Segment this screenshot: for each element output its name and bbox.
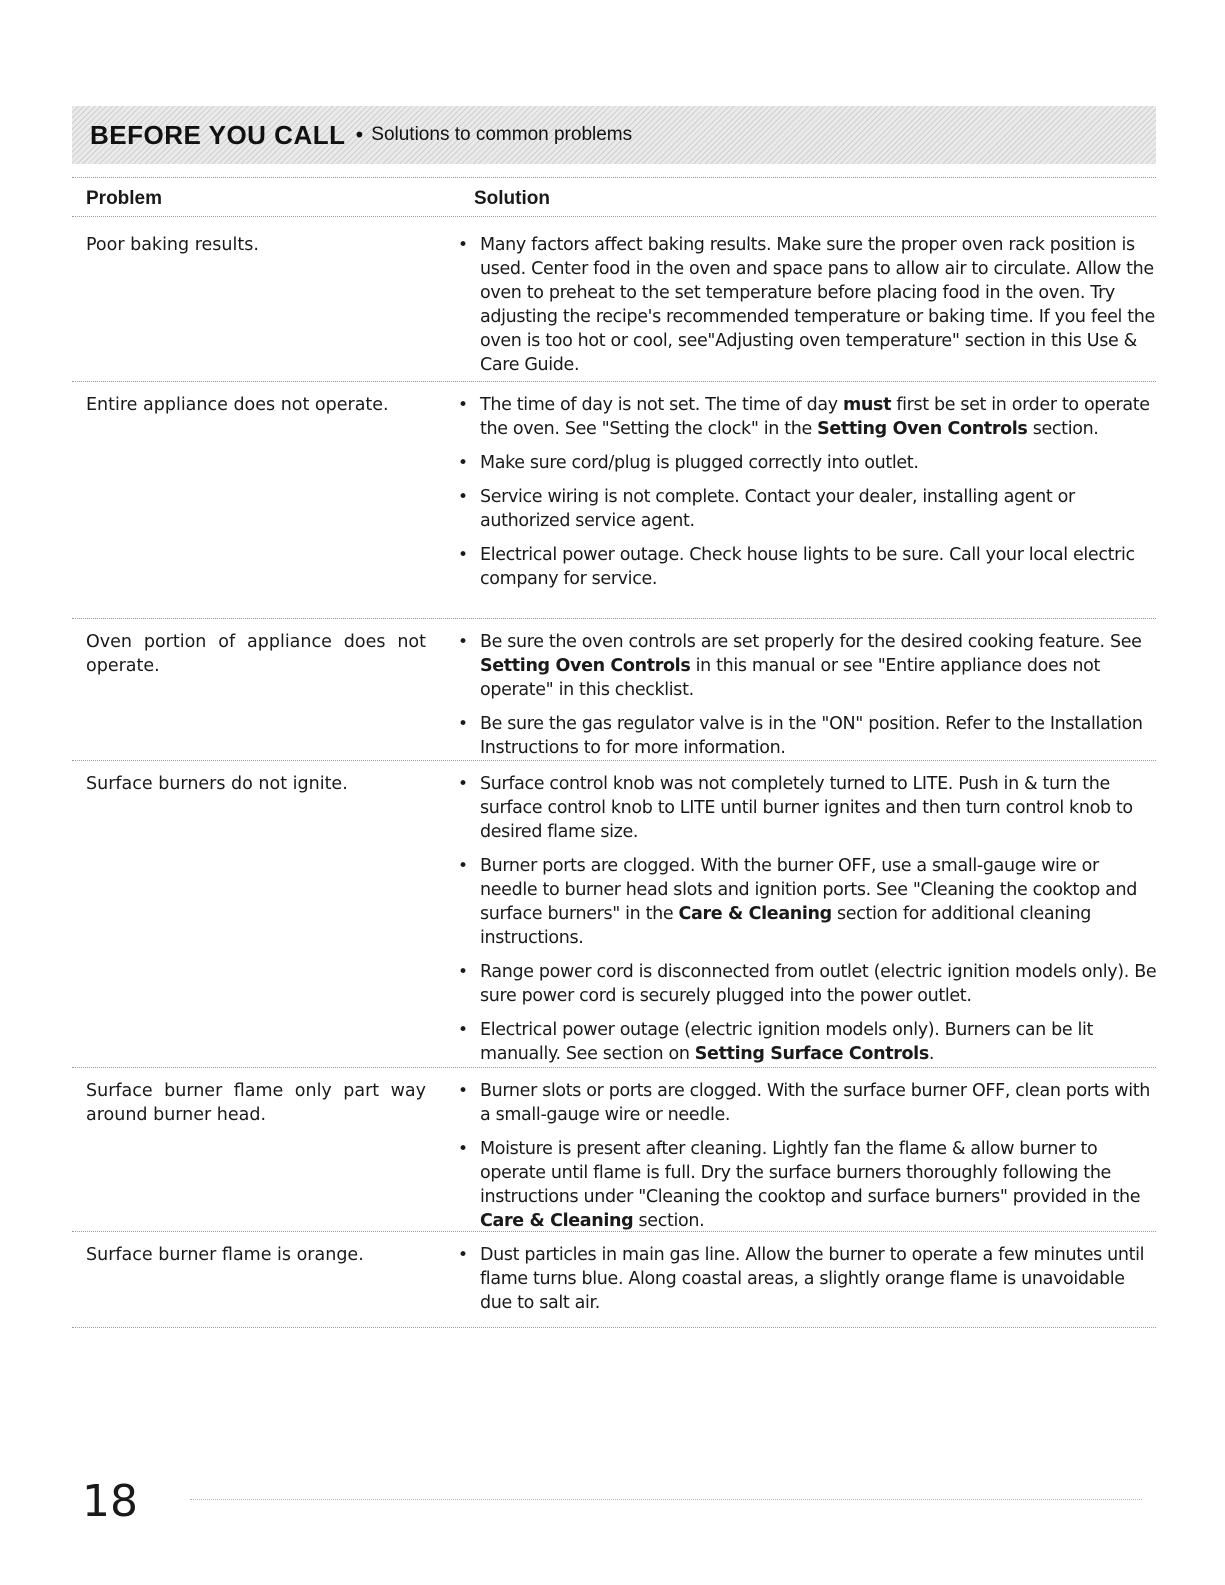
solution-list (458, 1079, 1158, 1243)
solution-item (458, 393, 1158, 441)
problem-text: Oven portion of appliance does not operate. (86, 632, 426, 676)
solution-emphasis: Setting Oven Controls (480, 656, 691, 676)
solution-text: Surface control knob was not completely turned to LITE. Push in & turn the surface control knob to LITE until burner ignites and then turn control knob to desired flame size. (480, 774, 1133, 842)
solution-text: Service wiring is not complete. Contact your dealer, installing agent or authorized service agent. (480, 487, 1075, 531)
problem-text: Surface burners do not ignite. (86, 774, 348, 794)
row-divider (72, 1067, 1156, 1068)
solution-text: The time of day is not set. The time of day (480, 395, 844, 415)
banner-separator: • (353, 123, 366, 147)
solution-emphasis: Care & Cleaning (480, 1211, 634, 1231)
solution-emphasis: must (843, 395, 892, 415)
banner-subtitle: Solutions to common problems (371, 124, 633, 145)
solution-item (458, 854, 1158, 950)
section-banner (72, 106, 1156, 164)
solution-text: Electrical power outage. Check house lights to be sure. Call your local electric company for service. (480, 545, 1135, 589)
solution-item (458, 772, 1158, 844)
solution-text: section. (633, 1211, 705, 1231)
solution-item (458, 485, 1158, 533)
solution-text: Many factors affect baking results. Make sure the proper oven rack position is used. Center food in the oven and space pans to allow air to circulate. Allow the oven to preheat to the set temperature before placing food in the oven. Try adjusting the recipe's recommended temperature or baking time. If you feel the oven is too hot or cool, see"Adjusting oven temperature" section in this Use & Care Guide. (480, 235, 1155, 375)
solution-list (458, 233, 1158, 387)
solution-text: first be set in order to operate the oven. See "Setting the clock" in the (480, 395, 1150, 439)
solution-item (458, 630, 1158, 702)
solution-item (458, 543, 1158, 591)
row-divider (72, 1327, 1156, 1328)
problem-column-header: Problem (86, 188, 163, 209)
solution-list (458, 393, 1158, 601)
banner-title: BEFORE YOU CALL (90, 119, 346, 150)
solution-list (458, 1243, 1158, 1325)
solution-text: in this manual or see "Entire appliance does not operate" in this checklist. (480, 656, 1101, 700)
solution-text: Be sure the gas regulator valve is in the "ON" position. Refer to the Installation Instructions to for more information. (480, 714, 1143, 758)
solution-item (458, 1137, 1158, 1233)
solution-text: . (928, 1044, 935, 1064)
footer-rule (190, 1499, 1142, 1500)
solution-column-header: Solution (474, 188, 550, 209)
solution-emphasis: Care & Cleaning (678, 904, 832, 924)
table-header (72, 184, 1156, 214)
solution-item (458, 1018, 1158, 1066)
solution-emphasis: Setting Oven Controls (817, 419, 1028, 439)
solution-text: Dust particles in main gas line. Allow the burner to operate a few minutes until flame turns blue. Along coastal areas, a slightly orange flame is unavoidable due to salt air. (480, 1245, 1145, 1313)
solution-item (458, 233, 1158, 377)
solution-text: section for additional cleaning instructions. (480, 904, 1092, 948)
solution-item (458, 712, 1158, 760)
problem-text: Surface burner flame only part way around burner head. (86, 1081, 426, 1125)
row-divider (72, 381, 1156, 382)
solution-text: Range power cord is disconnected from outlet (electric ignition models only). Be sure power cord is securely plugged into the power outlet. (480, 962, 1157, 1006)
row-divider (72, 760, 1156, 761)
solution-text: section. (1027, 419, 1099, 439)
solution-list (458, 772, 1158, 1076)
solution-item (458, 1243, 1158, 1315)
problem-text: Poor baking results. (86, 235, 259, 255)
solution-text: Be sure the oven controls are set properly for the desired cooking feature. See (480, 632, 1142, 652)
table-top-rule (72, 177, 1156, 178)
solution-text: Burner slots or ports are clogged. With the surface burner OFF, clean ports with a small-gauge wire or needle. (480, 1081, 1150, 1125)
solution-text: Burner ports are clogged. With the burner OFF, use a small-gauge wire or needle to burner head slots and ignition ports. See "Cleaning the cooktop and surface burners" in the (480, 856, 1138, 924)
row-divider (72, 618, 1156, 619)
table-header-rule (72, 216, 1156, 217)
solution-item (458, 1079, 1158, 1127)
page-number: 18 (82, 1476, 138, 1527)
solution-list (458, 630, 1158, 770)
solution-text: Make sure cord/plug is plugged correctly into outlet. (480, 453, 919, 473)
problem-text: Surface burner flame is orange. (86, 1245, 364, 1265)
solution-item (458, 960, 1158, 1008)
problem-text: Entire appliance does not operate. (86, 395, 389, 415)
solution-text: Electrical power outage (electric ignition models only). Burners can be lit manually. See section on (480, 1020, 1094, 1064)
solution-item (458, 451, 1158, 475)
solution-emphasis: Setting Surface Controls (694, 1044, 929, 1064)
solution-text: Moisture is present after cleaning. Lightly fan the flame & allow burner to operate until flame is full. Dry the surface burners thoroughly following the instructions under "Cleaning the cooktop and surface burners" provided in the (480, 1139, 1141, 1207)
row-divider (72, 1231, 1156, 1232)
